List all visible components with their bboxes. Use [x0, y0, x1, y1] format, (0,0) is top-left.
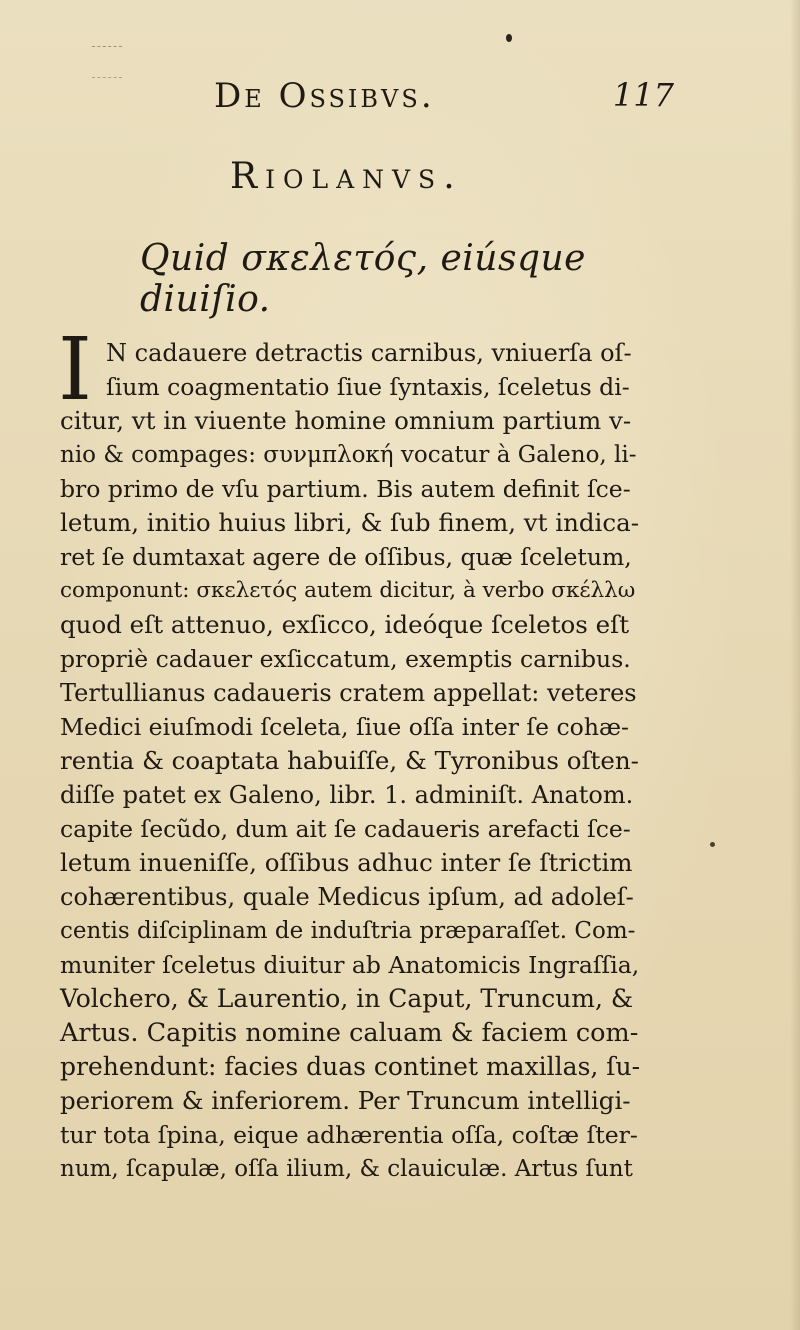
text-line: citur, vt in viuente homine omnium partium v- — [60, 406, 632, 435]
text-line: ſium coagmentatio ſiue ſyntaxis, ſceletus di- — [106, 373, 630, 401]
page-header — [214, 76, 674, 126]
drop-cap: I — [58, 320, 92, 420]
text-line: tur tota ſpina, eique adhærentia oſſa, coſtæ ſter- — [60, 1121, 638, 1149]
text-line: rentia & coaptata habuiſſe, & Tyronibus oſten- — [60, 746, 639, 775]
text-line: diſſe patet ex Galeno, libr. 1. adminiſt. Anatom. — [60, 781, 634, 809]
text-line: ret ſe dumtaxat agere de oſſibus, quæ ſceletum, — [60, 543, 632, 571]
text-line: centis diſciplinam de induſtria præparaſſet. Com- — [60, 918, 636, 944]
text-line: bro primo de vſu partium. Bis autem definit ſce- — [60, 475, 631, 503]
text-line: letum inueniſſe, oſſibus adhuc inter ſe ſtrictim — [60, 848, 633, 877]
section-title: Quid σκελετός, eiúsque diuiſio. — [140, 238, 586, 320]
text-line: cohærentibus, quale Medicus ipſum, ad adoleſ- — [60, 883, 634, 911]
page-edge-shadow — [790, 0, 800, 1330]
text-line: capite ſecũdo, dum ait ſe cadaueris arefacti ſce- — [60, 815, 631, 843]
text-line: Volchero, & Laurentio, in Caput, Truncum, & — [60, 984, 634, 1013]
author-heading: Riolanvs. — [230, 156, 463, 197]
text-line: nio & compages: συνμπλοκή vocatur à Galeno, li- — [60, 442, 637, 468]
text-line: componunt: σκελετός autem dicitur, à verbo σκέλλω — [60, 578, 636, 603]
text-line: periorem & inferiorem. Per Truncum intelligi- — [60, 1086, 631, 1115]
text-line: num, ſcapulæ, oſſa ilium, & clauiculæ. Artus ſunt — [60, 1156, 633, 1182]
text-line: muniter ſceletus diuitur ab Anatomicis Ingraſſia, — [60, 951, 640, 979]
text-line: prehendunt: facies duas continet maxillas, ſu- — [60, 1052, 641, 1081]
text-line: Artus. Capitis nomine caluam & faciem com- — [60, 1018, 639, 1048]
text-line: propriè cadauer exſiccatum, exemptis carnibus. — [60, 645, 631, 673]
ink-spot — [710, 842, 715, 847]
page-number: 117 — [612, 76, 674, 114]
bleed-through-marks — [92, 46, 122, 78]
text-line: Tertullianus cadaueris cratem appellat: veteres — [60, 679, 637, 707]
text-line: letum, initio huius libri, & ſub finem, vt indica- — [60, 508, 640, 537]
text-line: quod eſt attenuo, exſicco, ideóque ſceletos eſt — [60, 610, 630, 639]
ink-spot — [506, 34, 512, 42]
running-title: De Ossibvs. — [214, 76, 435, 116]
text-line: N cadauere detractis carnibus, vniuerſa oſ- — [106, 339, 632, 367]
text-line: Medici eiuſmodi ſceleta, ſiue oſſa inter ſe cohæ- — [60, 713, 629, 741]
